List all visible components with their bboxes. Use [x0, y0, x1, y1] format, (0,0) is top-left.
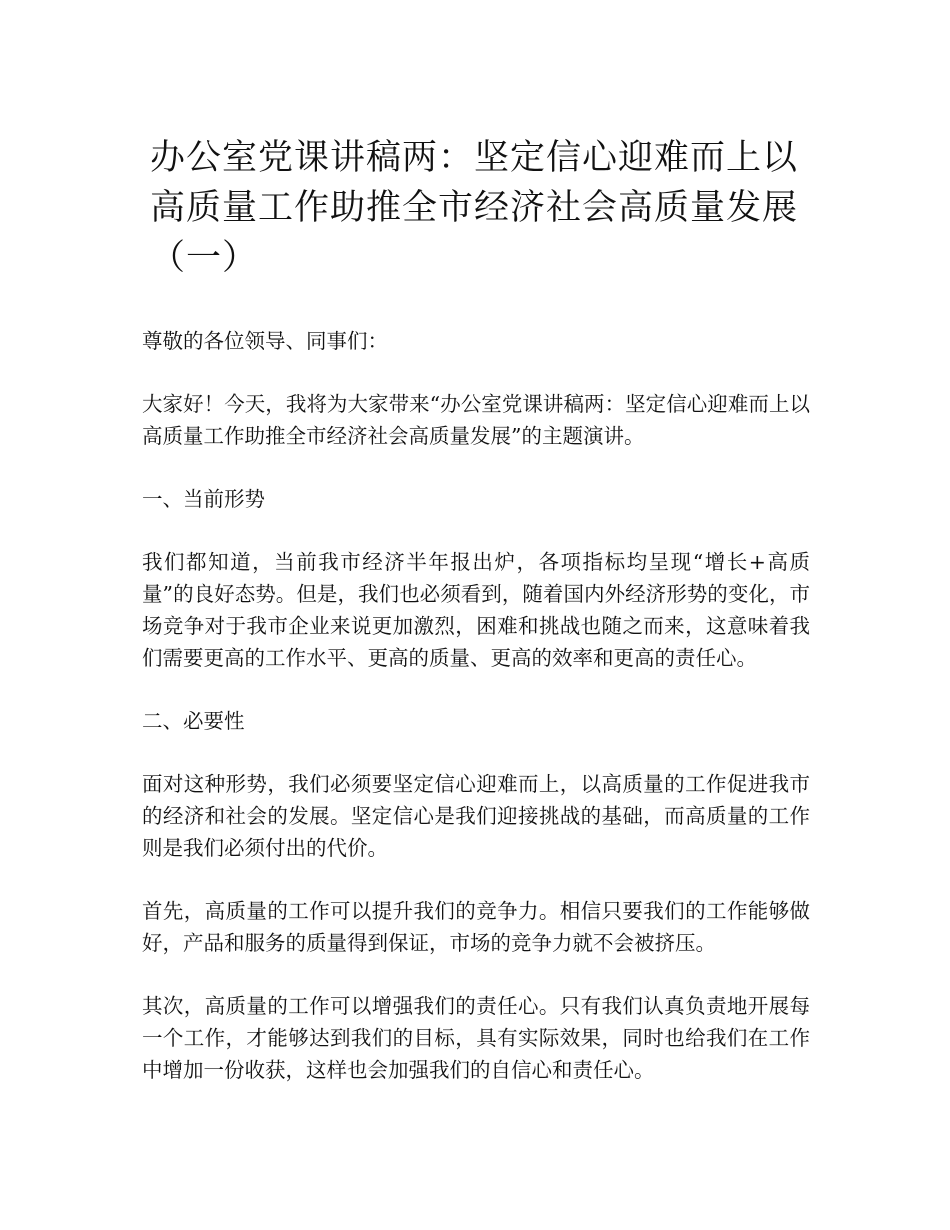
necessity-paragraph: 面对这种形势，我们必须要坚定信心迎难而上，以高质量的工作促进我市的经济和社会的发展。坚定信心是我们迎接挑战的基础，而高质量的工作则是我们必须付出的代价。 — [142, 772, 810, 860]
current-situation-paragraph: 我们都知道，当前我市经济半年报出炉，各项指标均呈现“增长+高质量”的良好态势。但是，我们也必须看到，随着国内外经济形势的变化，市场竞争对于我市企业来说更加激烈，困难和挑战也随之而来，这意味着我们需要更高的工作水平、更高的质量、更高的效率和更高的责任心。 — [142, 550, 810, 670]
first-point-paragraph: 首先，高质量的工作可以提升我们的竞争力。相信只要我们的工作能够做好，产品和服务的质量得到保证，市场的竞争力就不会被挤压。 — [142, 899, 810, 955]
section-heading-necessity: 二、必要性 — [142, 709, 245, 733]
document-body — [142, 133, 810, 1117]
section-heading-current-situation: 一、当前形势 — [142, 487, 265, 511]
second-point-paragraph: 其次，高质量的工作可以增强我们的责任心。只有我们认真负责地开展每一个工作，才能够达到我们的目标，具有实际效果，同时也给我们在工作中增加一份收获，这样也会加强我们的自信心和责任心。 — [142, 994, 810, 1082]
intro-paragraph: 大家好！今天，我将为大家带来“办公室党课讲稿两：坚定信心迎难而上以高质量工作助推全市经济社会高质量发展”的主题演讲。 — [142, 392, 810, 448]
document-title: 办公室党课讲稿两：坚定信心迎难而上以高质量工作助推全市经济社会高质量发展（一） — [150, 138, 799, 278]
greeting: 尊敬的各位领导、同事们： — [142, 329, 388, 353]
